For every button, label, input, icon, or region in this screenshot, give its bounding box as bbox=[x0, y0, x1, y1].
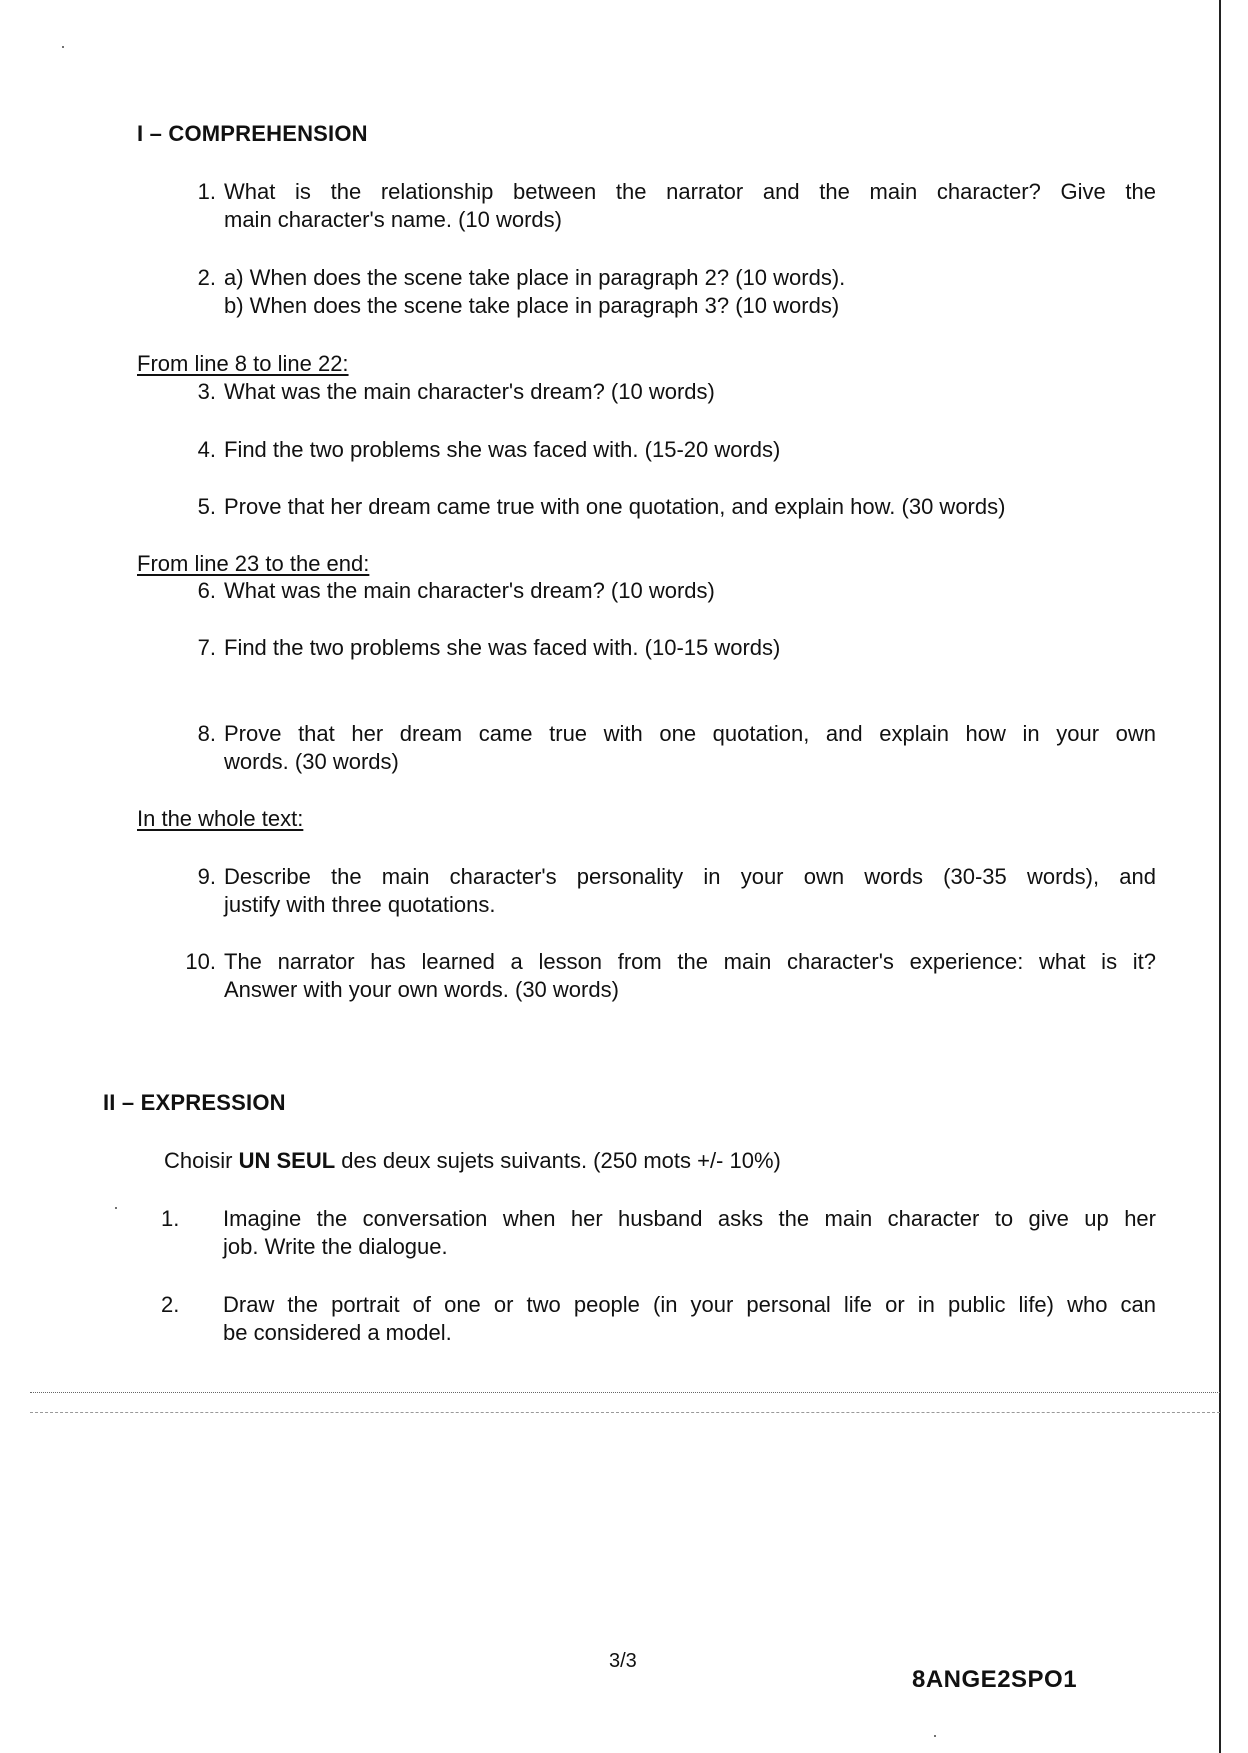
question-number: 9. bbox=[197, 864, 216, 889]
question-text-line: Prove that her dream came true with one quotation, and explain how in your own bbox=[224, 721, 1156, 746]
question-text-line: b) When does the scene take place in paragraph 3? (10 words) bbox=[224, 293, 840, 318]
topic-text-line: Imagine the conversation when her husband asks the main character to give up her bbox=[223, 1206, 1156, 1231]
question-number: 2. bbox=[197, 265, 216, 290]
section-heading-comprehension: I – COMPREHENSION bbox=[137, 121, 368, 146]
question-number: 1. bbox=[197, 179, 216, 204]
document-code: 8ANGE2SPO1 bbox=[912, 1666, 1078, 1693]
instructions-suffix: des deux sujets suivants. (250 mots +/- 10%) bbox=[335, 1148, 781, 1173]
question-text-line: main character's name. (10 words) bbox=[224, 207, 562, 232]
question-text-line: Find the two problems she was faced with. (15-20 words) bbox=[224, 437, 781, 462]
question-text-line: a) When does the scene take place in paragraph 2? (10 words). bbox=[224, 265, 846, 290]
subheading-lines-8-22: From line 8 to line 22: bbox=[137, 351, 349, 376]
question-text-line: What was the main character's dream? (10 words) bbox=[224, 379, 715, 404]
instructions-prefix: Choisir bbox=[164, 1148, 239, 1173]
question-number: 7. bbox=[197, 635, 216, 660]
dotted-separator bbox=[30, 1412, 1220, 1413]
page-number: 3/3 bbox=[609, 1650, 637, 1672]
topic-text-line: Draw the portrait of one or two people (in your personal life or in public life) who can bbox=[223, 1292, 1156, 1317]
scan-speck bbox=[934, 1735, 936, 1737]
instructions-emphasis: UN SEUL bbox=[238, 1148, 336, 1173]
expression-instructions bbox=[164, 1147, 1064, 1175]
question-text-line: What was the main character's dream? (10 words) bbox=[224, 578, 715, 603]
topic-text-line: be considered a model. bbox=[223, 1320, 452, 1345]
question-number: 5. bbox=[197, 494, 216, 519]
question-number: 10. bbox=[185, 949, 216, 974]
page-right-border bbox=[1219, 0, 1221, 1753]
question-text-line: justify with three quotations. bbox=[224, 892, 496, 917]
subheading-whole-text: In the whole text: bbox=[137, 806, 304, 831]
question-text-line: Describe the main character's personality in your own words (30-35 words), and bbox=[224, 864, 1156, 889]
scan-speck bbox=[115, 1207, 117, 1209]
question-number: 4. bbox=[197, 437, 216, 462]
question-text-line: Answer with your own words. (30 words) bbox=[224, 977, 619, 1002]
question-number: 8. bbox=[197, 721, 216, 746]
dotted-separator bbox=[30, 1392, 1220, 1393]
question-number: 3. bbox=[197, 379, 216, 404]
section-heading-expression: II – EXPRESSION bbox=[103, 1090, 286, 1115]
question-number: 6. bbox=[197, 578, 216, 603]
topic-number: 2. bbox=[161, 1292, 180, 1317]
question-text-line: Prove that her dream came true with one quotation, and explain how. (30 words) bbox=[224, 494, 1006, 519]
question-text-line: The narrator has learned a lesson from the main character's experience: what is it? bbox=[224, 949, 1156, 974]
topic-text-line: job. Write the dialogue. bbox=[223, 1234, 448, 1259]
question-text-line: Find the two problems she was faced with. (10-15 words) bbox=[224, 635, 781, 660]
topic-number: 1. bbox=[161, 1206, 180, 1231]
question-text-line: What is the relationship between the narrator and the main character? Give the bbox=[224, 179, 1156, 204]
subheading-line-23-end: From line 23 to the end: bbox=[137, 551, 370, 576]
question-text-line: words. (30 words) bbox=[224, 749, 399, 774]
scan-speck bbox=[62, 46, 64, 48]
